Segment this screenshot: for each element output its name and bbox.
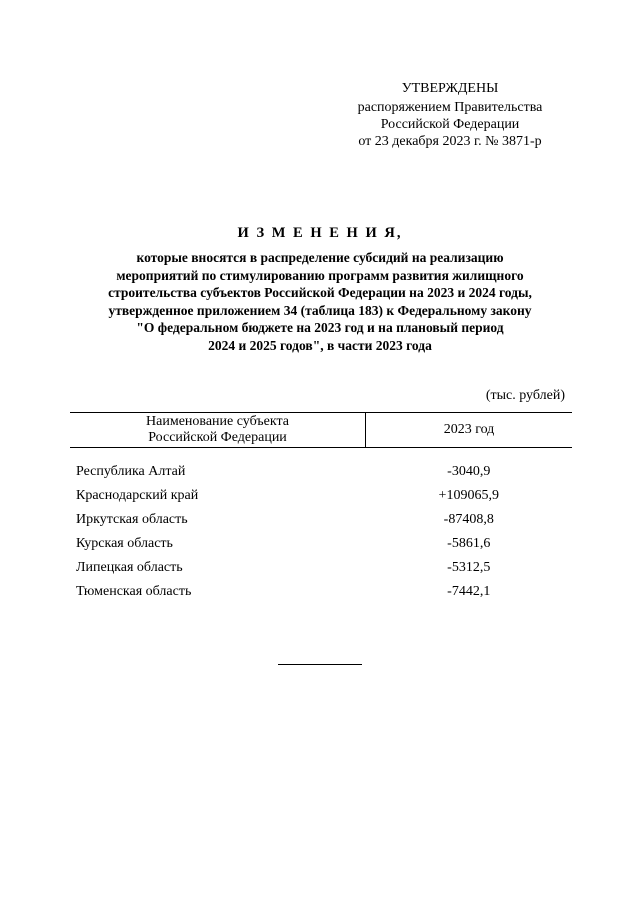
- approval-line: от 23 декабря 2023 г. № 3871-р: [358, 134, 542, 149]
- document-subtitle: [60, 249, 580, 355]
- subsidy-value: +109065,9: [438, 488, 499, 503]
- column-header-year: 2023 год: [366, 413, 573, 448]
- subsidy-value: -5861,6: [447, 536, 491, 551]
- table-header-row: [70, 413, 572, 448]
- subtitle-line: 2024 и 2025 годов", в части 2023 года: [208, 337, 432, 353]
- region-name: Липецкая область: [76, 560, 183, 575]
- subsidy-table: [70, 412, 572, 604]
- subtitle-line: "О федеральном бюджете на 2023 год и на плановый период: [136, 320, 504, 336]
- subsidy-value: -7442,1: [447, 584, 491, 599]
- subsidy-value: -5312,5: [447, 560, 491, 575]
- subtitle-line: утвержденное приложением 34 (таблица 183) к Федеральному закону: [108, 302, 532, 318]
- subtitle-line: мероприятий по стимулированию программ развития жилищного: [116, 267, 524, 283]
- subtitle-line: строительства субъектов Российской Федерации на 2023 и 2024 годы,: [108, 285, 532, 301]
- region-name: Тюменская область: [76, 584, 192, 599]
- table-row: [70, 460, 572, 484]
- document-title: И З М Е Н Е Н И Я,: [237, 225, 403, 241]
- units-label: (тыс. рублей): [485, 388, 565, 403]
- table-row: [70, 508, 572, 532]
- table-row: [70, 532, 572, 556]
- approval-line: распоряжением Правительства: [357, 100, 543, 115]
- region-name: Иркутская область: [76, 512, 188, 527]
- end-divider: [278, 664, 362, 665]
- subtitle-line: которые вносятся в распределение субсидий на реализацию: [136, 250, 504, 265]
- table-row: [70, 484, 572, 508]
- table-spacer: [70, 448, 572, 461]
- approval-line: Российской Федерации: [380, 117, 520, 132]
- column-header-region-line: Наименование субъекта: [146, 414, 289, 429]
- table-row: [70, 556, 572, 580]
- subsidy-value: -87408,8: [443, 512, 494, 527]
- region-name: Курская область: [76, 536, 173, 551]
- subsidy-value: -3040,9: [447, 464, 491, 479]
- approval-heading: УТВЕРЖДЕНЫ: [401, 81, 499, 96]
- region-name: Республика Алтай: [76, 464, 186, 479]
- column-header-region: [70, 413, 366, 448]
- region-name: Краснодарский край: [76, 488, 199, 503]
- approval-block: [340, 80, 560, 150]
- column-header-region-line: Российской Федерации: [148, 430, 287, 445]
- table-row: [70, 580, 572, 604]
